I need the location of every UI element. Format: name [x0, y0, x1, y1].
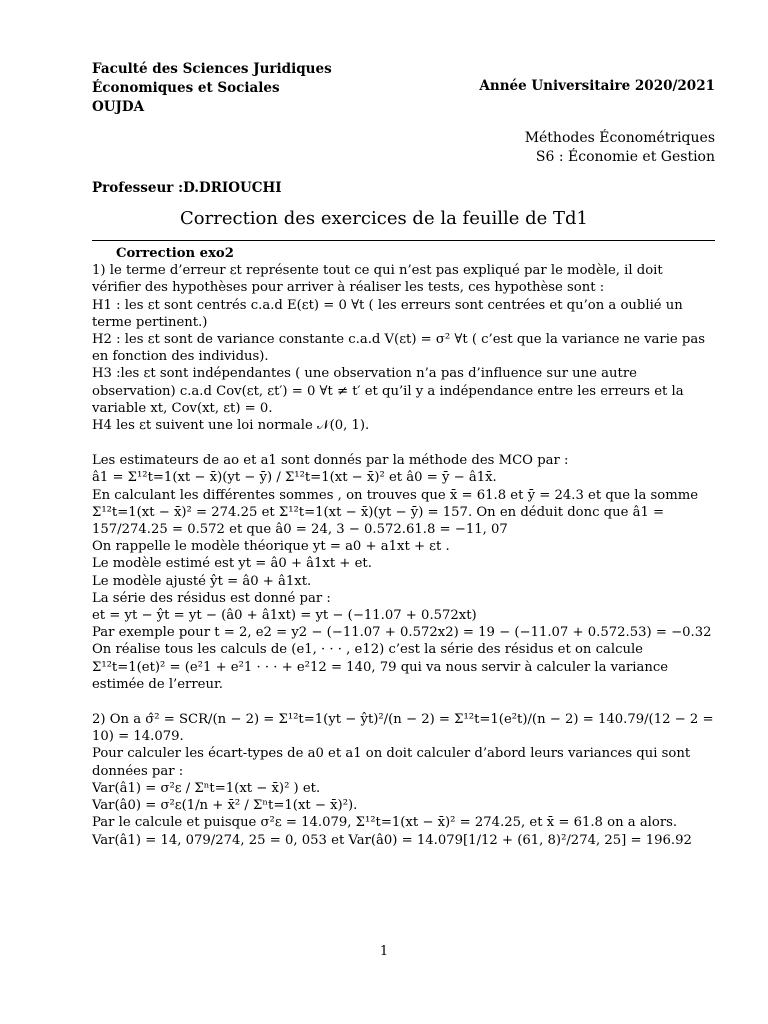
course-semester: S6 : Économie et Gestion [535, 149, 715, 165]
std-error-intro: Pour calculer les écart-types de a0 et a1 on doit calculer d’abord leurs variances qui sont données par : [92, 746, 691, 779]
hypothesis-h2: H2 : les εt sont de variance constante c.a.d V(εt) = σ² ∀t ( c’est que la variance ne varie pas en fonction des individus). [92, 332, 705, 365]
hypothesis-h3: H3 :les εt sont indépendantes ( une observation n’a pas d’influence sur une autre observation) c.a.d Cov(εt, εt′) = 0 ∀t ≠ t′ et qu’il y a indépendance entre les erreurs et la variable xt, Cov(xt, εt) = 0. [92, 366, 684, 416]
faculty-line2: Économiques et Sociales [92, 80, 280, 96]
section-heading: Correction exo2 [116, 246, 234, 261]
hypothesis-h4: H4 les εt suivent une loi normale 𝒩(0, 1). [92, 418, 370, 434]
spacer [92, 693, 715, 711]
residuals-intro: La série des résidus est donné par : [92, 590, 331, 606]
residual-example: Par exemple pour t = 2, e2 = y2 − (−11.07 + 0.572x2) = 19 − (−11.07 + 0.572.53) = −0.32 [92, 625, 712, 641]
residuals-formula: et = yt − ŷt = yt − (â0 + â1xt) = yt − (−11.07 + 0.572xt) [92, 608, 477, 624]
fitted-model: Le modèle ajusté ŷt = â0 + â1xt. [92, 573, 312, 589]
faculty-line1: Faculté des Sciences Juridiques [92, 61, 332, 77]
title-rule [92, 240, 715, 241]
paragraph-error-term: 1) le terme d’erreur εt représente tout ce qui n’est pas expliqué par le modèle, il doit vérifier des hypothèses pour arriver à réaliser les tests, ces hypothèse sont : [92, 263, 663, 296]
faculty-block [92, 60, 332, 117]
var-a0-formula: Var(â0) = σ²ε(1/n + x̄² / Σⁿt=1(xt − x̄)²). [92, 798, 358, 814]
variance-estimate: 2) On a σ̂² = SCR/(n − 2) = Σ¹²t=1(yt − ŷt)²/(n − 2) = Σ¹²t=1(e²t)/(n − 2) = 140.79/(12 − 2 = 10) = 14.079. [92, 712, 714, 745]
document-body [92, 245, 715, 849]
spacer [92, 434, 715, 452]
course-title: Méthodes Économétriques [524, 130, 715, 146]
theoretical-model: On rappelle le modèle théorique yt = a0 + a1xt + εt . [92, 539, 450, 555]
hypothesis-h1: H1 : les εt sont centrés c.a.d E(εt) = 0 ∀t ( les erreurs sont centrées et qu’on a oublié un terme pertinent.) [92, 297, 683, 330]
calculation-values: Par le calcule et puisque σ²ε = 14.079, Σ¹²t=1(xt − x̄)² = 274.25, et x̄ = 61.8 on a alors. [92, 815, 678, 831]
page-title: Correction des exercices de la feuille de Td1 [180, 208, 588, 229]
professor: Professeur :D.DRIOUCHI [92, 180, 282, 196]
estimators-formula: â1 = Σ¹²t=1(xt − x̄)(yt − ȳ) / Σ¹²t=1(xt − x̄)² et â0 = ȳ − â1x̄. [92, 470, 497, 486]
estimated-model: Le modèle estimé est yt = â0 + â1xt + et. [92, 556, 372, 572]
page-number: 1 [379, 944, 389, 959]
estimators-intro: Les estimateurs de ao et a1 sont donnés par la méthode des MCO par : [92, 453, 569, 469]
sums-calculation: En calculant les différentes sommes , on trouves que x̄ = 61.8 et ȳ = 24.3 et que la somme Σ¹²t=1(xt − x̄)² = 274.25 et Σ¹²t=1(xt − x̄)(yt − ȳ) = 157. On en déduit donc que â1 = 157/274.25 = 0.572 et que â0 = 24, 3 − 0.572.61.8 = −11, 07 [92, 487, 699, 538]
residuals-sum: On réalise tous les calculs de (e1, · · · , e12) c’est la série des résidus et on calcule Σ¹²t=1(et)² = (e²1 + e²1 · · · + e²12 = 140, 79 qui va nous servir à calculer la variance estimée de l’erreur. [92, 642, 669, 692]
academic-year: Année Universitaire 2020/2021 [479, 78, 715, 94]
city: OUJDA [92, 99, 145, 115]
course-block [525, 129, 715, 167]
variance-results: Var(â1) = 14, 079/274, 25 = 0, 053 et Var(â0) = 14.079[1/12 + (61, 8)²/274, 25] = 196.92 [92, 832, 692, 848]
var-a1-formula: Var(â1) = σ²ε / Σⁿt=1(xt − x̄)² ) et. [92, 780, 321, 796]
